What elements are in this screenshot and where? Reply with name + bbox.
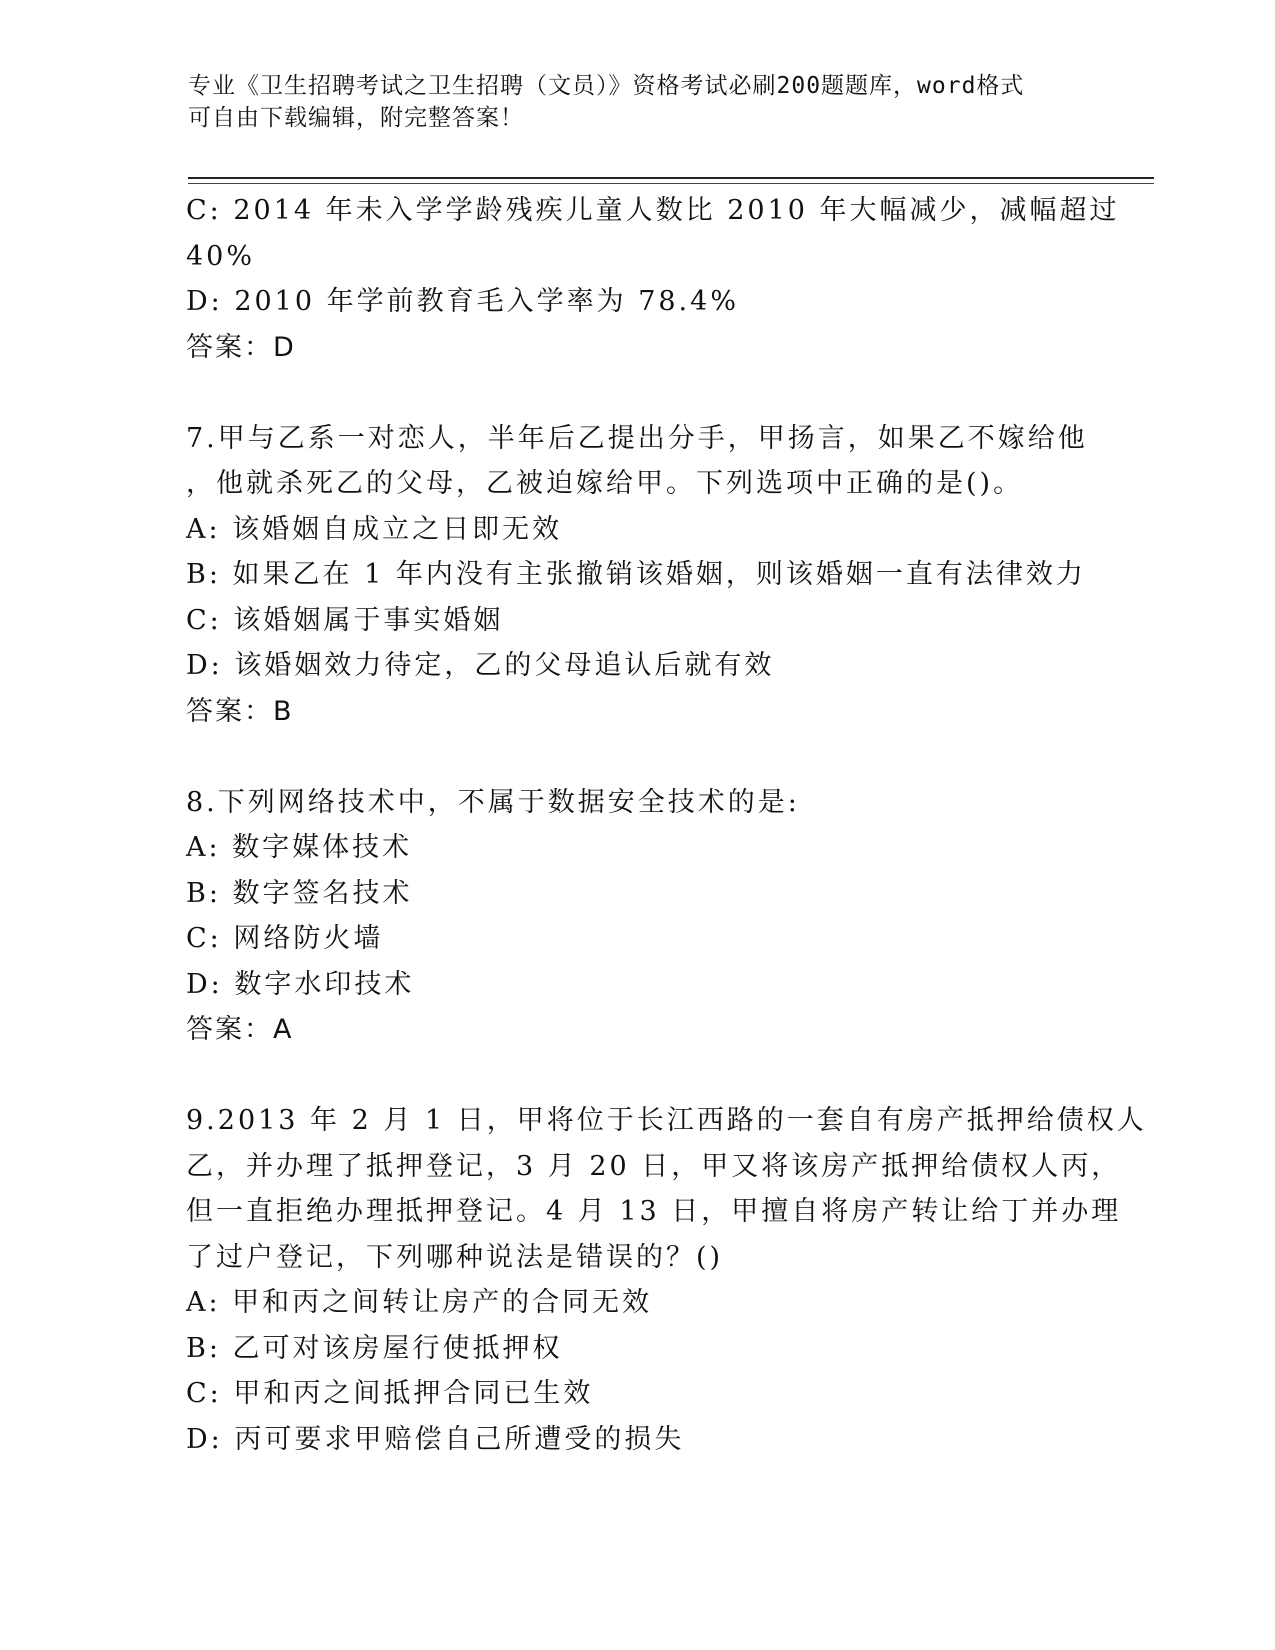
- question-stem-line-2: 乙，并办理了抵押登记，3 月 20 日，甲又将该房产抵押给债权人丙，: [186, 1150, 1122, 1182]
- spacer: [186, 734, 1086, 780]
- question-7: [186, 416, 1086, 735]
- page-header: [188, 70, 1088, 134]
- option-c-line-2: 40%: [186, 240, 256, 272]
- option-d: D: 丙可要求甲赔偿自己所遭受的损失: [186, 1423, 685, 1455]
- option-d: D: 该婚姻效力待定，乙的父母追认后就有效: [186, 650, 775, 681]
- option-c: C: 甲和丙之间抵押合同已生效: [186, 1378, 594, 1409]
- question-stem-line-3: 但一直拒绝办理抵押登记。4 月 13 日，甲擅自将房产转让给丁并办理: [186, 1196, 1122, 1227]
- question-stem-line-2: ，他就杀死乙的父母，乙被迫嫁给甲。下列选项中正确的是()。: [186, 468, 1024, 499]
- question-8: [186, 780, 1086, 1053]
- question-stem: 8.下列网络技术中，不属于数据安全技术的是:: [186, 786, 800, 818]
- header-divider-thick: [188, 177, 1154, 179]
- option-b: B: 乙可对该房屋行使抵押权: [186, 1332, 563, 1364]
- answer: 答案：B: [186, 695, 294, 727]
- option-d: D: 数字水印技术: [186, 968, 415, 1000]
- question-stem-line-1: 9.2013 年 2 月 1 日，甲将位于长江西路的一套自有房产抵押给债权人: [186, 1105, 1147, 1136]
- answer: 答案：D: [186, 331, 296, 363]
- spacer: [186, 370, 1086, 416]
- option-c: C: 网络防火墙: [186, 923, 384, 954]
- question-9: [186, 1098, 1147, 1462]
- option-a: A: 该婚姻自成立之日即无效: [186, 513, 563, 545]
- option-b: B: 如果乙在 1 年内没有主张撤销该婚姻，则该婚姻一直有法律效力: [186, 559, 1086, 590]
- question-stem-line-4: 了过户登记，下列哪种说法是错误的？(): [186, 1241, 724, 1273]
- option-b: B: 数字签名技术: [186, 877, 413, 909]
- option-c-line-1: C: 2014 年未入学学龄残疾儿童人数比 2010 年大幅减少，减幅超过: [186, 195, 1120, 226]
- question-content: [186, 188, 1147, 1462]
- spacer: [186, 1053, 1086, 1099]
- option-d: D: 2010 年学前教育毛入学率为 78.4%: [186, 286, 739, 317]
- question-6-tail: [186, 188, 1120, 370]
- answer: 答案：A: [186, 1014, 294, 1045]
- option-a: A: 数字媒体技术: [186, 832, 413, 863]
- question-stem-line-1: 7.甲与乙系一对恋人，半年后乙提出分手，甲扬言，如果乙不嫁给他: [186, 422, 1088, 454]
- header-line-1: 专业《卫生招聘考试之卫生招聘（文员）》资格考试必刷200题题库，word格式: [188, 73, 1025, 99]
- header-divider-thin: [188, 183, 1154, 184]
- option-a: A: 甲和丙之间转让房产的合同无效: [186, 1287, 653, 1318]
- header-line-2: 可自由下载编辑，附完整答案！: [188, 105, 524, 131]
- option-c: C: 该婚姻属于事实婚姻: [186, 604, 504, 636]
